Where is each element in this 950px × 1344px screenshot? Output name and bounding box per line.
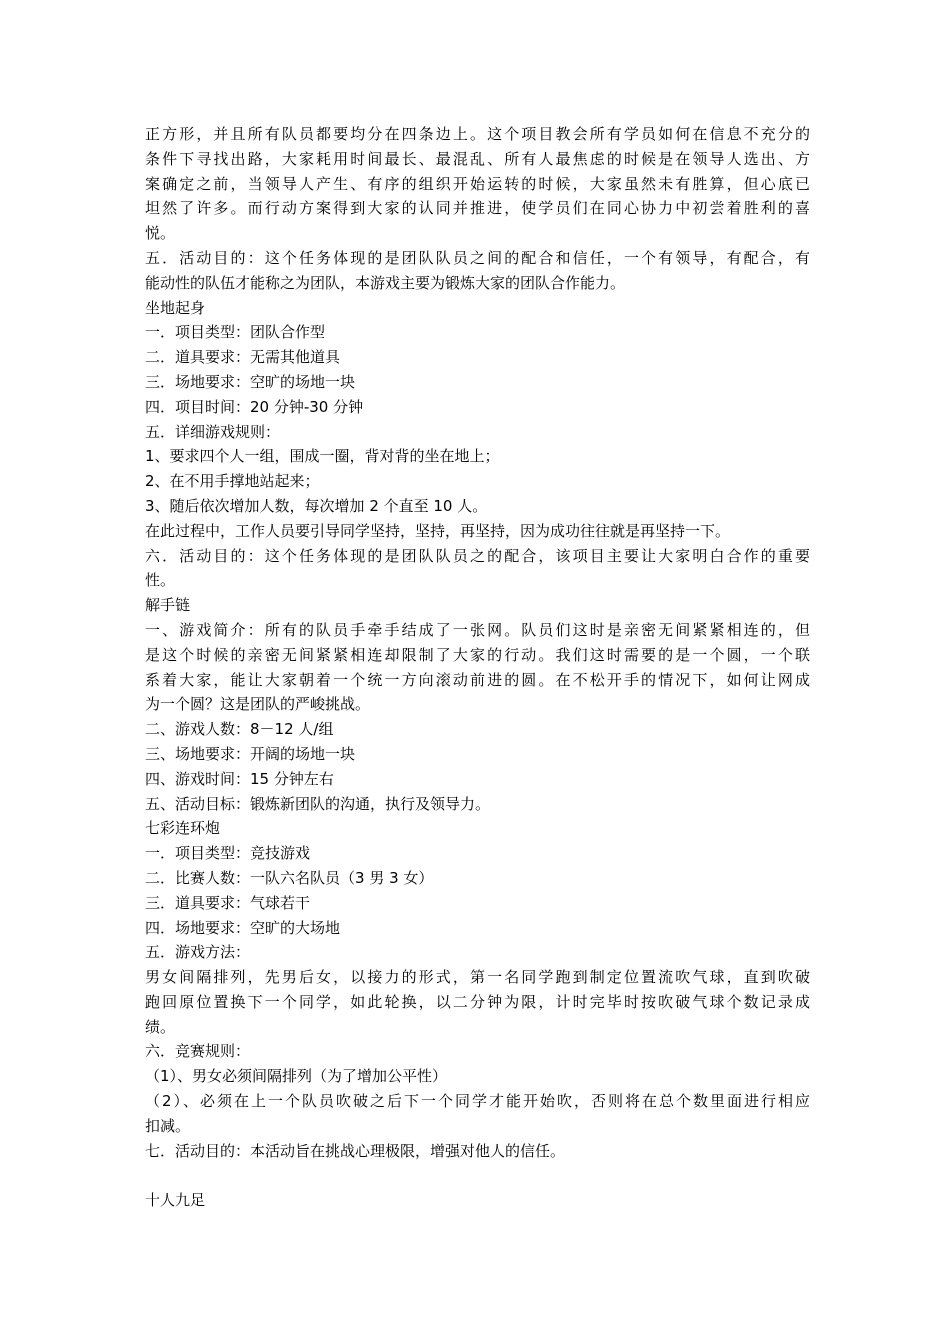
text-line: 五．活动目的：这个任务体现的是团队队员之间的配合和信任，一个有领导，有配合，有 xyxy=(145,248,810,267)
text-line: 三、场地要求：开阔的场地一块 xyxy=(145,744,356,763)
text-line: 七彩连环炮 xyxy=(145,819,221,838)
text-line: 三．道具要求：气球若干 xyxy=(145,893,311,912)
text-line: 系着大家，能让大家朝着一个统一方向滚动前进的圆。在不松开手的情况下，如何让网成 xyxy=(145,670,810,689)
text-line: （2）、必须在上一个队员吹破之后下一个同学才能开始吹，否则将在总个数里面进行相应 xyxy=(145,1092,810,1111)
text-line: 五．详细游戏规则： xyxy=(145,422,281,441)
text-line: 绩。 xyxy=(145,1017,176,1036)
text-line: 3、随后依次增加人数，每次增加 2 个直至 10 人。 xyxy=(145,496,488,515)
text-line: 七．活动目的：本活动旨在挑战心理极限，增强对他人的信任。 xyxy=(145,1141,566,1160)
text-line: 能动性的队伍才能称之为团队，本游戏主要为锻炼大家的团队合作能力。 xyxy=(145,273,626,292)
blank-line xyxy=(145,1163,810,1188)
text-line: 十人九足 xyxy=(145,1191,206,1210)
text-line: 三．场地要求：空旷的场地一块 xyxy=(145,372,356,391)
text-line: 二、游戏人数：8－12 人/组 xyxy=(145,720,334,739)
text-line: 悦。 xyxy=(145,224,176,243)
text-line: 解手链 xyxy=(145,596,191,615)
text-line: 五、活动目标：锻炼新团队的沟通，执行及领导力。 xyxy=(145,794,491,813)
text-line: 四、游戏时间：15 分钟左右 xyxy=(145,769,334,788)
text-line: 2、在不用手撑地站起来； xyxy=(145,472,320,491)
text-line: 一．项目类型：团队合作型 xyxy=(145,323,326,342)
text-line: 正方形，并且所有队员都要均分在四条边上。这个项目教会所有学员如何在信息不充分的 xyxy=(145,125,810,143)
text-line: 二．比赛人数：一队六名队员（3 男 3 女） xyxy=(145,868,434,887)
text-line: 五．游戏方法： xyxy=(145,943,251,962)
text-line: 扣减。 xyxy=(145,1116,191,1135)
text-line: 四．项目时间：20 分钟-30 分钟 xyxy=(145,397,364,416)
text-line: 一．项目类型：竞技游戏 xyxy=(145,844,311,863)
text-line: 坦然了许多。而行动方案得到大家的认同并推进，使学员们在同心协力中初尝着胜利的喜 xyxy=(145,199,810,218)
text-line: 六．活动目的：这个任务体现的是团队队员之的配合，该项目主要让大家明白合作的重要 xyxy=(145,546,810,565)
text-line: 性。 xyxy=(145,571,176,590)
text-line: 跑回原位置换下一个同学，如此轮换，以二分钟为限，计时完毕时按吹破气球个数记录成 xyxy=(145,992,810,1011)
text-line: 1、要求四个人一组，围成一圈，背对背的坐在地上； xyxy=(145,447,500,466)
text-line: 六．竞赛规则： xyxy=(145,1042,251,1061)
text-line: （1）、男女必须间隔排列（为了增加公平性） xyxy=(145,1067,448,1086)
text-line: 男女间隔排列，先男后女，以接力的形式，第一名同学跑到制定位置流吹气球，直到吹破 xyxy=(145,968,810,987)
text-line: 二．道具要求：无需其他道具 xyxy=(145,348,341,367)
text-line: 四．场地要求：空旷的大场地 xyxy=(145,918,341,937)
text-line: 案确定之前，当领导人产生、有序的组织开始运转的时候，大家虽然未有胜算，但心底已 xyxy=(145,174,810,193)
text-line: 为一个圆？这是团队的严峻挑战。 xyxy=(145,695,371,714)
document-body xyxy=(145,122,810,1213)
text-line: 在此过程中，工作人员要引导同学坚持，坚持，再坚持，因为成功往往就是再坚持一下。 xyxy=(145,521,731,540)
text-line: 一、游戏简介：所有的队员手牵手结成了一张网。队员们这时是亲密无间紧紧相连的，但 xyxy=(145,620,810,639)
text-line: 条件下寻找出路，大家耗用时间最长、最混乱、所有人最焦虑的时候是在领导人选出、方 xyxy=(145,149,810,168)
text-line: 是这个时候的亲密无间紧紧相连却限制了大家的行动。我们这时需要的是一个圆，一个联 xyxy=(145,645,810,664)
text-line: 坐地起身 xyxy=(145,298,206,317)
